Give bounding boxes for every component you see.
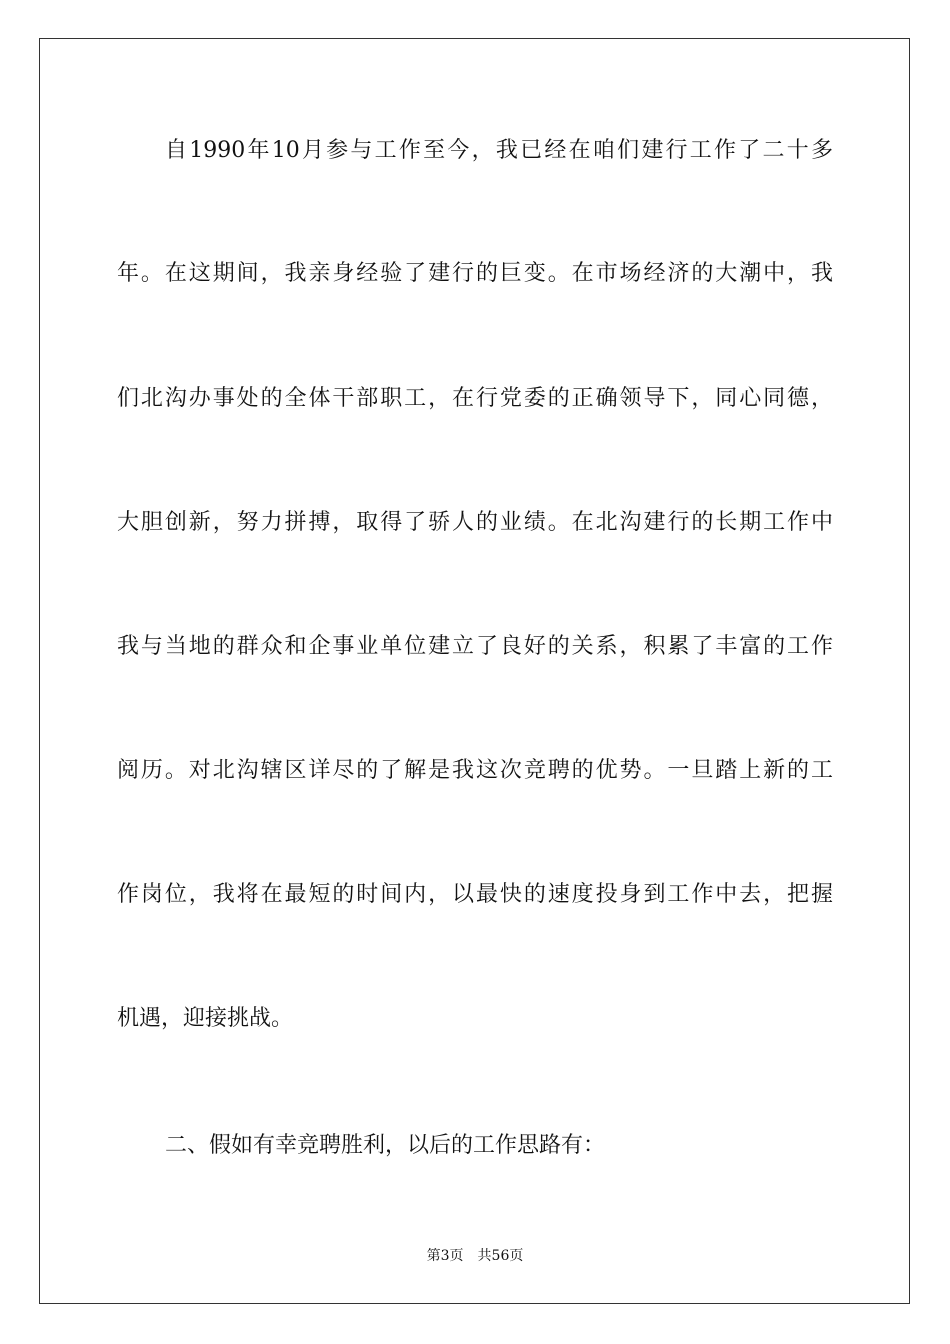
paragraph-line-8: 机遇，迎接挑战。 xyxy=(117,1006,294,1031)
paragraph-line-4: 大胆创新，努力拼搏，取得了骄人的业绩。在北沟建行的长期工作中 xyxy=(117,510,833,535)
page-frame xyxy=(39,38,910,1304)
total-pages: 共56页 xyxy=(477,1248,524,1264)
paragraph-line-3: 们北沟办事处的全体干部职工，在行党委的正确领导下，同心同德， xyxy=(117,386,833,411)
page-number: 第3页 xyxy=(426,1248,464,1264)
paragraph-line-1: 自1990年10月参与工作至今，我已经在咱们建行工作了二十多 xyxy=(165,138,833,163)
section-heading: 二、假如有幸竞聘胜利，以后的工作思路有： xyxy=(165,1133,606,1158)
paragraph-line-7: 作岗位，我将在最短的时间内，以最快的速度投身到工作中去，把握 xyxy=(117,882,833,907)
page-footer xyxy=(0,1247,950,1265)
paragraph-line-6: 阅历。对北沟辖区详尽的了解是我这次竞聘的优势。一旦踏上新的工 xyxy=(117,758,833,783)
paragraph-line-2: 年。在这期间，我亲身经验了建行的巨变。在市场经济的大潮中，我 xyxy=(117,261,833,286)
paragraph-line-5: 我与当地的群众和企事业单位建立了良好的关系，积累了丰富的工作 xyxy=(117,634,833,659)
